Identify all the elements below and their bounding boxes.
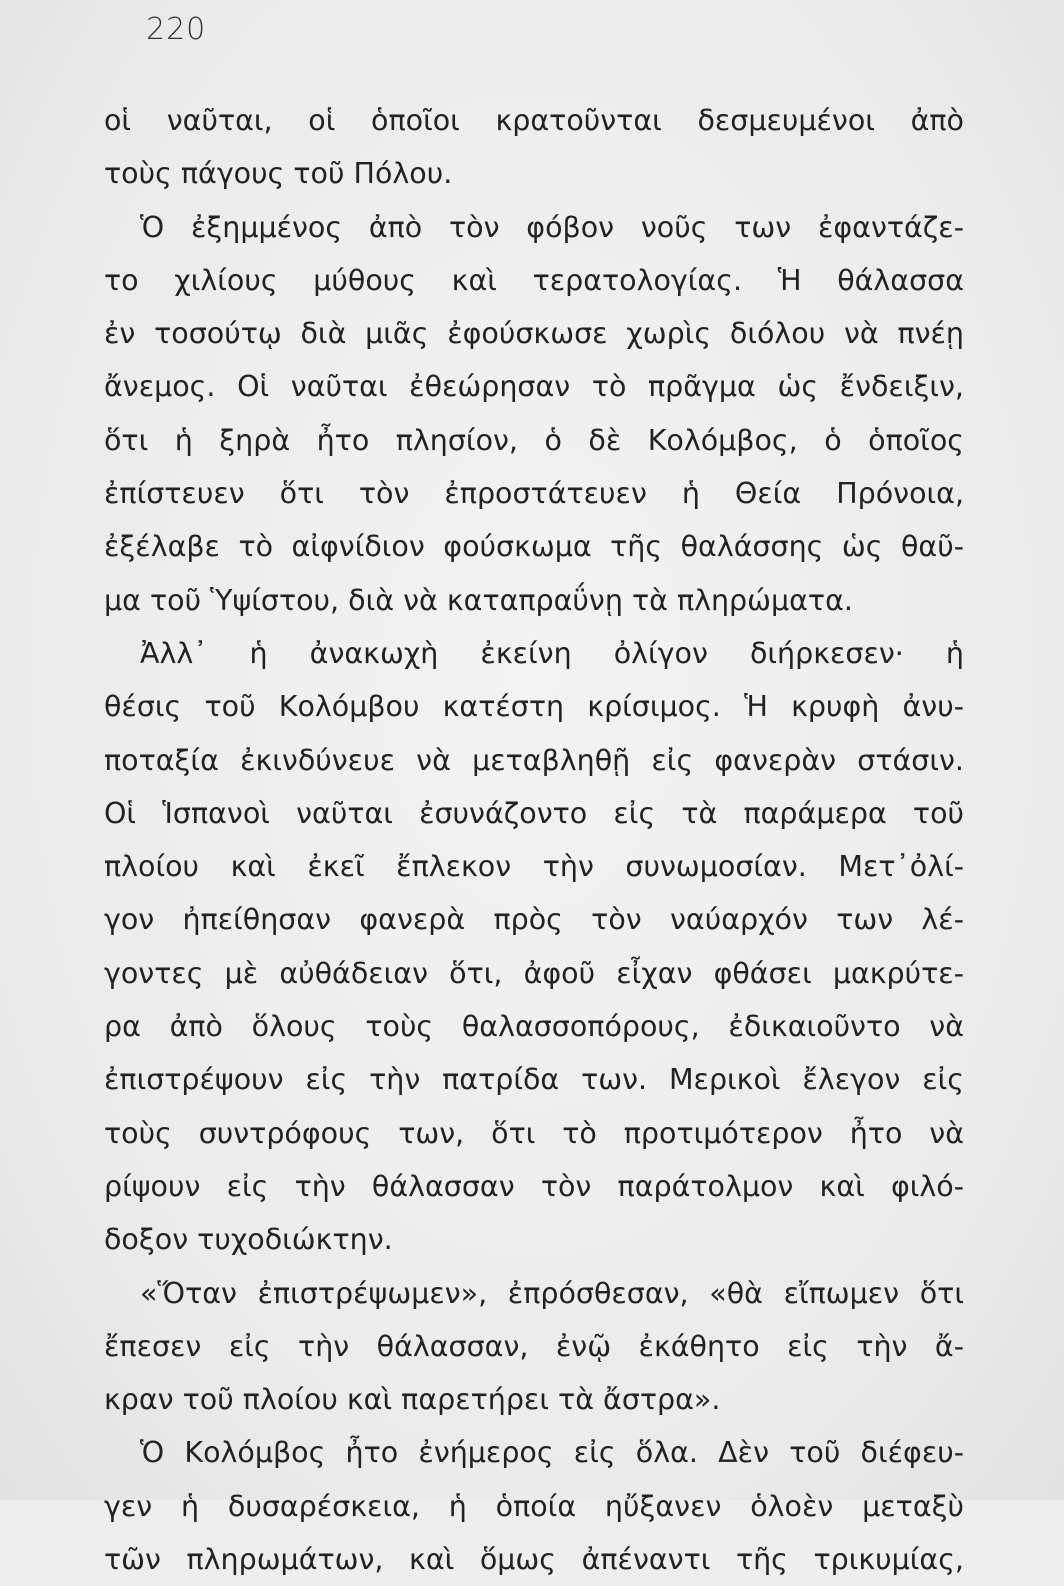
text-line: τῶν πληρωμάτων, καὶ ὅμως ἀπέναντι τῆς τρικυμίας,: [104, 1543, 964, 1577]
text-line: τοὺς συντρόφους των, ὅτι τὸ προτιμότερον ἦτο νὰ: [104, 1116, 964, 1150]
text-line: γον ἠπείθησαν φανερὰ πρὸς τὸν ναύαρχόν των λέ-: [104, 903, 964, 937]
text-line: «Ὅταν ἐπιστρέψωμεν», ἐπρόσθεσαν, «θὰ εἴπωμεν ὅτι: [140, 1276, 964, 1310]
text-line: ἐπιστρέψουν εἰς τὴν πατρίδα των. Μερικοὶ ἔλεγον εἰς: [104, 1063, 964, 1097]
text-line: δοξον τυχοδιώκτην.: [104, 1223, 393, 1257]
text-line: ποταξία ἐκινδύνευε νὰ μεταβληθῇ εἰς φανερὰν στάσιν.: [104, 743, 964, 777]
text-line: Οἱ Ἱσπανοὶ ναῦται ἐσυνάζοντο εἰς τὰ παράμερα τοῦ: [104, 796, 964, 830]
text-line: ἄνεμος. Οἱ ναῦται ἐθεώρησαν τὸ πρᾶγμα ὡς ἔνδειξιν,: [104, 370, 964, 404]
text-line: το χιλίους μύθους καὶ τερατολογίας. Ἡ θάλασσα: [104, 263, 964, 297]
text-line: Ἀλλ᾽ ἡ ἀνακωχὴ ἐκείνη ὀλίγον διήρκεσεν· ἡ: [140, 636, 964, 670]
text-line: κραν τοῦ πλοίου καὶ παρετήρει τὰ ἄστρα».: [104, 1383, 721, 1417]
text-line: ρίψουν εἰς τὴν θάλασσαν τὸν παράτολμον καὶ φιλό-: [104, 1169, 964, 1203]
body-text: [104, 94, 964, 1586]
text-line: οἱ ναῦται, οἱ ὁποῖοι κρατοῦνται δεσμευμένοι ἀπὸ: [104, 104, 964, 137]
page-number: 220: [146, 12, 207, 47]
text-line: ἐξέλαβε τὸ αἰφνίδιον φούσκωμα τῆς θαλάσσης ὡς θαῦ-: [104, 530, 964, 564]
text-line: γεν ἡ δυσαρέσκεια, ἡ ὁποία ηὔξανεν ὁλοὲν μεταξὺ: [104, 1489, 964, 1523]
text-line: Ὁ Κολόμβος ἦτο ἐνήμερος εἰς ὅλα. Δὲν τοῦ διέφευ-: [140, 1436, 964, 1470]
text-line: ὅτι ἡ ξηρὰ ἦτο πλησίον, ὁ δὲ Κολόμβος, ὁ ὁποῖος: [104, 423, 964, 457]
text-line: μα τοῦ Ὑψίστου, διὰ νὰ καταπραΰνῃ τὰ πληρώματα.: [104, 583, 853, 617]
text-line: θέσις τοῦ Κολόμβου κατέστη κρίσιμος. Ἡ κρυφὴ ἀνυ-: [104, 690, 964, 724]
text-line: γοντες μὲ αὐθάδειαν ὅτι, ἀφοῦ εἶχαν φθάσει μακρύτε-: [104, 956, 964, 990]
text-line: τοὺς πάγους τοῦ Πόλου.: [104, 157, 453, 191]
text-line: ἐπίστευεν ὅτι τὸν ἐπροστάτευεν ἡ Θεία Πρόνοια,: [104, 477, 964, 511]
text-line: ἔπεσεν εἰς τὴν θάλασσαν, ἐνῷ ἐκάθητο εἰς τὴν ἄ-: [104, 1329, 964, 1363]
text-line: πλοίου καὶ ἐκεῖ ἔπλεκον τὴν συνωμοσίαν. Μετ᾽ὀλί-: [104, 850, 964, 884]
text-line: ἐν τοσούτῳ διὰ μιᾶς ἐφούσκωσε χωρὶς διόλου νὰ πνέῃ: [104, 317, 964, 351]
text-line: ρα ἀπὸ ὅλους τοὺς θαλασσοπόρους, ἐδικαιοῦντο νὰ: [104, 1010, 964, 1044]
text-line: Ὁ ἐξημμένος ἀπὸ τὸν φόβον νοῦς των ἐφαντάζε-: [140, 210, 964, 244]
